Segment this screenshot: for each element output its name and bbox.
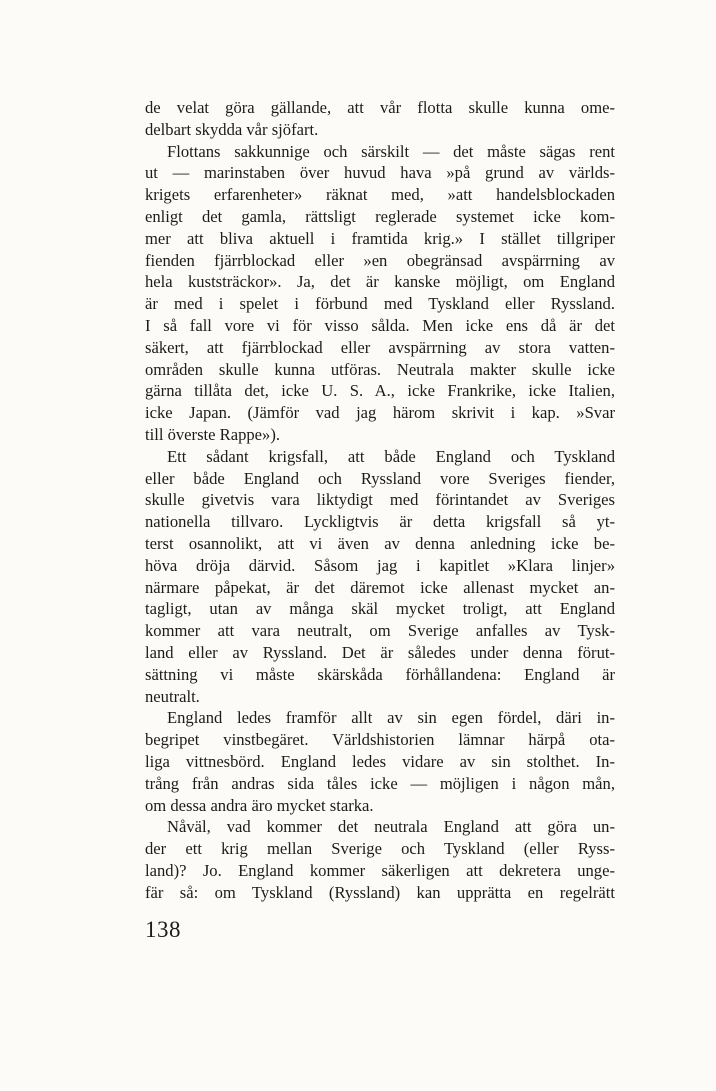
text-line: säkert, att fjärrblockad eller avspärrning av stora vatten- [145, 337, 615, 357]
text-line: är med i spelet i förbund med Tyskland eller Ryssland. [145, 294, 615, 314]
body-text [145, 97, 615, 903]
text-line: Nåväl, vad kommer det neutrala England att göra un- [167, 817, 615, 837]
text-line: gärna tillåta det, icke U. S. A., icke Frankrike, icke Italien, [145, 381, 615, 401]
text-line: fienden fjärrblockad eller »en obegränsad avspärrning av [145, 250, 615, 270]
text-line: Ett sådant krigsfall, att både England och Tyskland [167, 446, 615, 466]
text-line: närmare påpekat, är det däremot icke allenast mycket an- [145, 577, 615, 597]
text-line: land eller av Ryssland. Det är således under denna förut- [145, 642, 615, 662]
text-line: sättning vi måste skärskåda förhållandena: England är [145, 664, 615, 684]
text-line: trång från andras sida tåles icke — möjligen i någon mån, [145, 773, 615, 793]
text-line: begripet vinstbegäret. Världshistorien lämnar härpå ota- [145, 730, 615, 750]
text-line: icke Japan. (Jämför vad jag härom skrivit i kap. »Svar [145, 403, 615, 423]
text-line: liga vittnesbörd. England ledes vidare av sin stolthet. In- [145, 751, 615, 771]
text-line: skulle givetvis vara liktydigt med förintandet av Sveriges [145, 490, 615, 510]
text-line: fär så: om Tyskland (Ryssland) kan upprätta en regelrätt [145, 882, 615, 902]
text-line: eller både England och Ryssland vore Sveriges fiender, [145, 468, 615, 488]
text-line: områden skulle kunna utföras. Neutrala makter skulle icke [145, 359, 615, 379]
text-line: hela kuststräckor». Ja, det är kanske möjligt, om England [145, 272, 615, 292]
text-line: de velat göra gällande, att vår flotta skulle kunna ome- [145, 98, 615, 117]
text-line: mer att bliva aktuell i framtida krig.» I stället tillgriper [145, 228, 615, 248]
text-line: kommer att vara neutralt, om Sverige anfalles av Tysk- [145, 621, 615, 641]
text-line: till överste Rappe»). [145, 424, 281, 444]
text-line: nationella tillvaro. Lyckligtvis är detta krigsfall så yt- [145, 512, 615, 532]
text-line: neutralt. [145, 686, 200, 706]
text-line: om dessa andra äro mycket starka. [145, 795, 374, 815]
text-line: enligt det gamla, rättsligt reglerade systemet icke kom- [145, 206, 615, 226]
text-line: delbart skydda vår sjöfart. [145, 119, 319, 139]
text-line: tagligt, utan av många skäl mycket troligt, att England [145, 599, 615, 619]
page-number: 138 [145, 917, 181, 942]
text-line: I så fall vore vi för visso sålda. Men icke ens då är det [145, 315, 615, 335]
text-line: Flottans sakkunnige och särskilt — det måste sägas rent [167, 141, 615, 161]
text-line: England ledes framför allt av sin egen fördel, däri in- [167, 708, 615, 728]
text-line: der ett krig mellan Sverige och Tyskland (eller Ryss- [145, 839, 615, 859]
text-line: land)? Jo. England kommer säkerligen att dekretera unge- [145, 860, 615, 880]
text-line: terst osannolikt, att vi även av denna anledning icke be- [145, 533, 615, 553]
text-line: höva dröja därvid. Såsom jag i kapitlet »Klara linjer» [145, 555, 615, 575]
text-line: krigets erfarenheter» räknat med, »att handelsblockaden [145, 185, 615, 205]
text-line: ut — marinstaben över huvud hava »på grund av världs- [145, 163, 615, 183]
